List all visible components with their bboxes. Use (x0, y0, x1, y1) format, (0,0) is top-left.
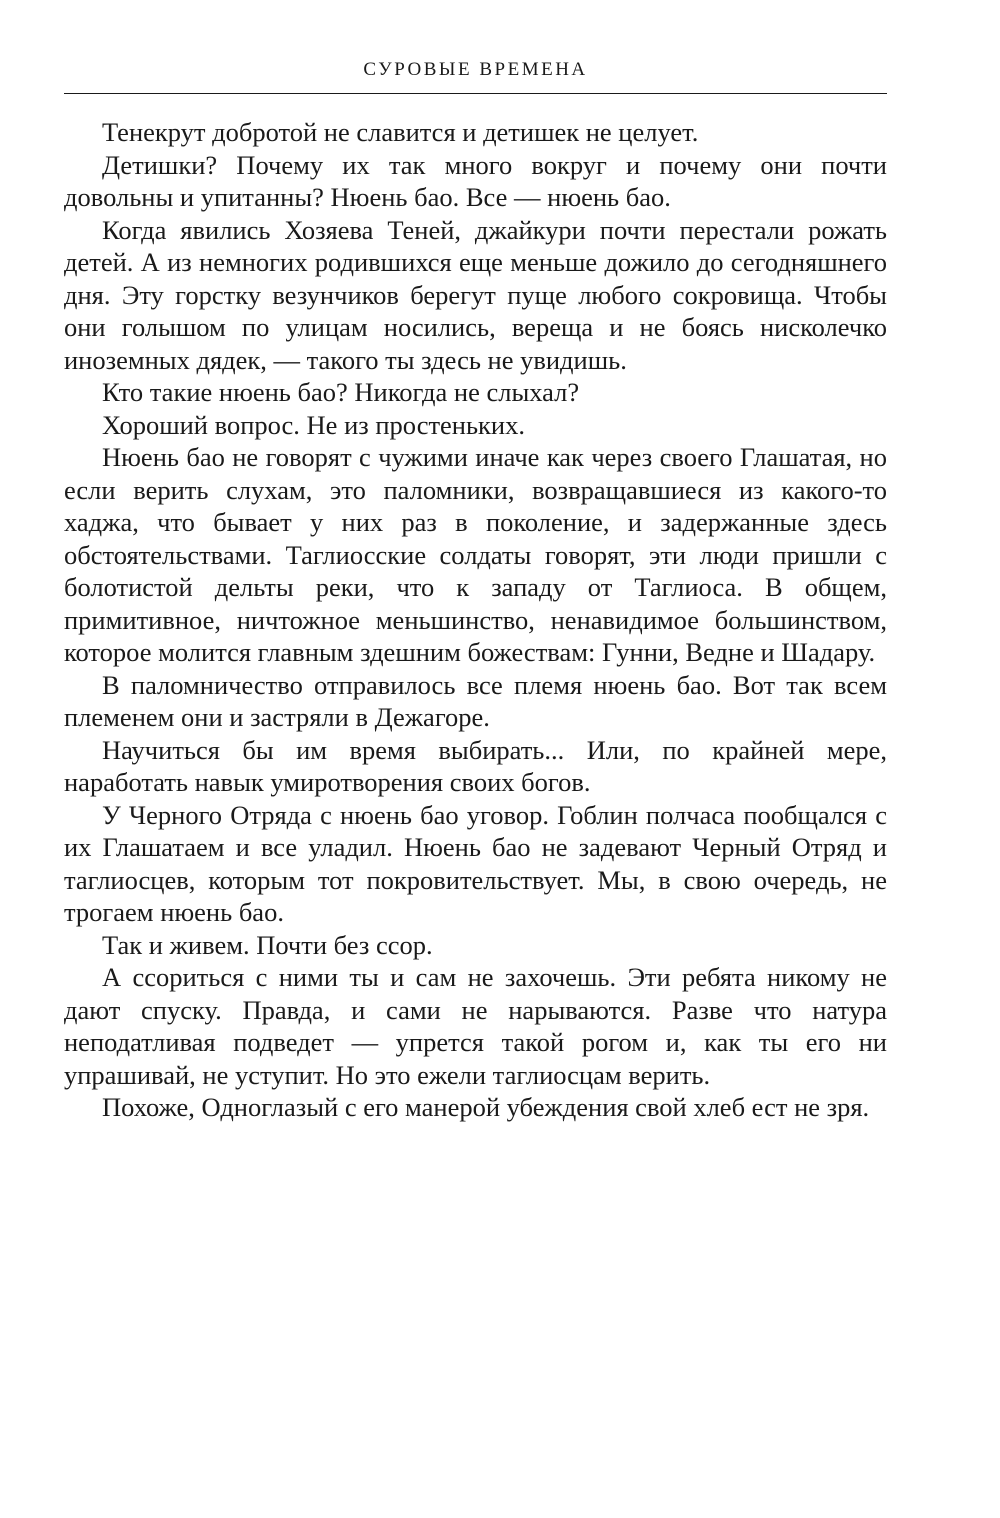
paragraph: Детишки? Почему их так много вокруг и почему они почти довольны и упитанны? Нюень бао. Все — нюень бао. (64, 149, 887, 212)
paragraph: Тенекрут добротой не славится и детишек не целует. (102, 117, 699, 147)
paragraph: А ссориться с ними ты и сам не захочешь. Эти ребята никому не дают спуску. Правда, и сами не нарываются. Разве что натура неподатливая подведет — упрется такой рогом и, как ты его ни упрашивай, не уступит. Но это ежели таглиосцам верить. (64, 962, 887, 1090)
paragraph: Научиться бы им время выбирать... Или, по крайней мере, наработать навык умиротворения своих богов. (64, 734, 887, 797)
paragraph: В паломничество отправилось все племя нюень бао. Вот так всем племенем они и застряли в Дежагоре. (64, 669, 887, 732)
paragraph: У Черного Отряда с нюень бао уговор. Гоблин полчаса пообщался с их Глашатаем и все уладил. Нюень бао не задевают Черный Отряд и таглиосцев, которым тот покровительствует. Мы, в свою очередь, не трогаем нюень бао. (64, 799, 887, 927)
paragraph: Хороший вопрос. Не из простеньких. (102, 409, 525, 440)
header-rule (64, 93, 887, 94)
paragraph: Когда явились Хозяева Теней, джайкури почти перестали рожать детей. А из немногих родившихся еще меньше дожило до сегодняшнего дня. Эту горстку везунчиков берегут пуще любого сокровища. Чтобы они голышом по улицам носились, вереща и не боясь нисколечко иноземных дядек, — такого ты здесь не увидишь. (64, 214, 887, 375)
paragraph: Нюень бао не говорят с чужими иначе как через своего Глашатая, но если верить слухам, это паломники, возвращавшиеся из какого-то хаджа, что бывает у них раз в поколение, и задержанные здесь обстоятельствами. Таглиосские солдаты говорят, эти люди пришли с болотистой дельты реки, что к западу от Таглиоса. В общем, примитивное, ничтожное меньшинство, ненавидимое большинством, которое молится главным здешним божествам: Гунни, Ведне и Шадару. (64, 442, 887, 667)
paragraph: Похоже, Одноглазый с его манерой убеждения свой хлеб ест не зря. (102, 1092, 870, 1122)
paragraph: Кто такие нюень бао? Никогда не слыхал? (102, 377, 580, 407)
paragraph: Так и живем. Почти без ссор. (102, 929, 433, 960)
body-text (64, 116, 887, 1124)
running-head-title: СУРОВЫЕ ВРЕМЕНА (363, 59, 588, 80)
